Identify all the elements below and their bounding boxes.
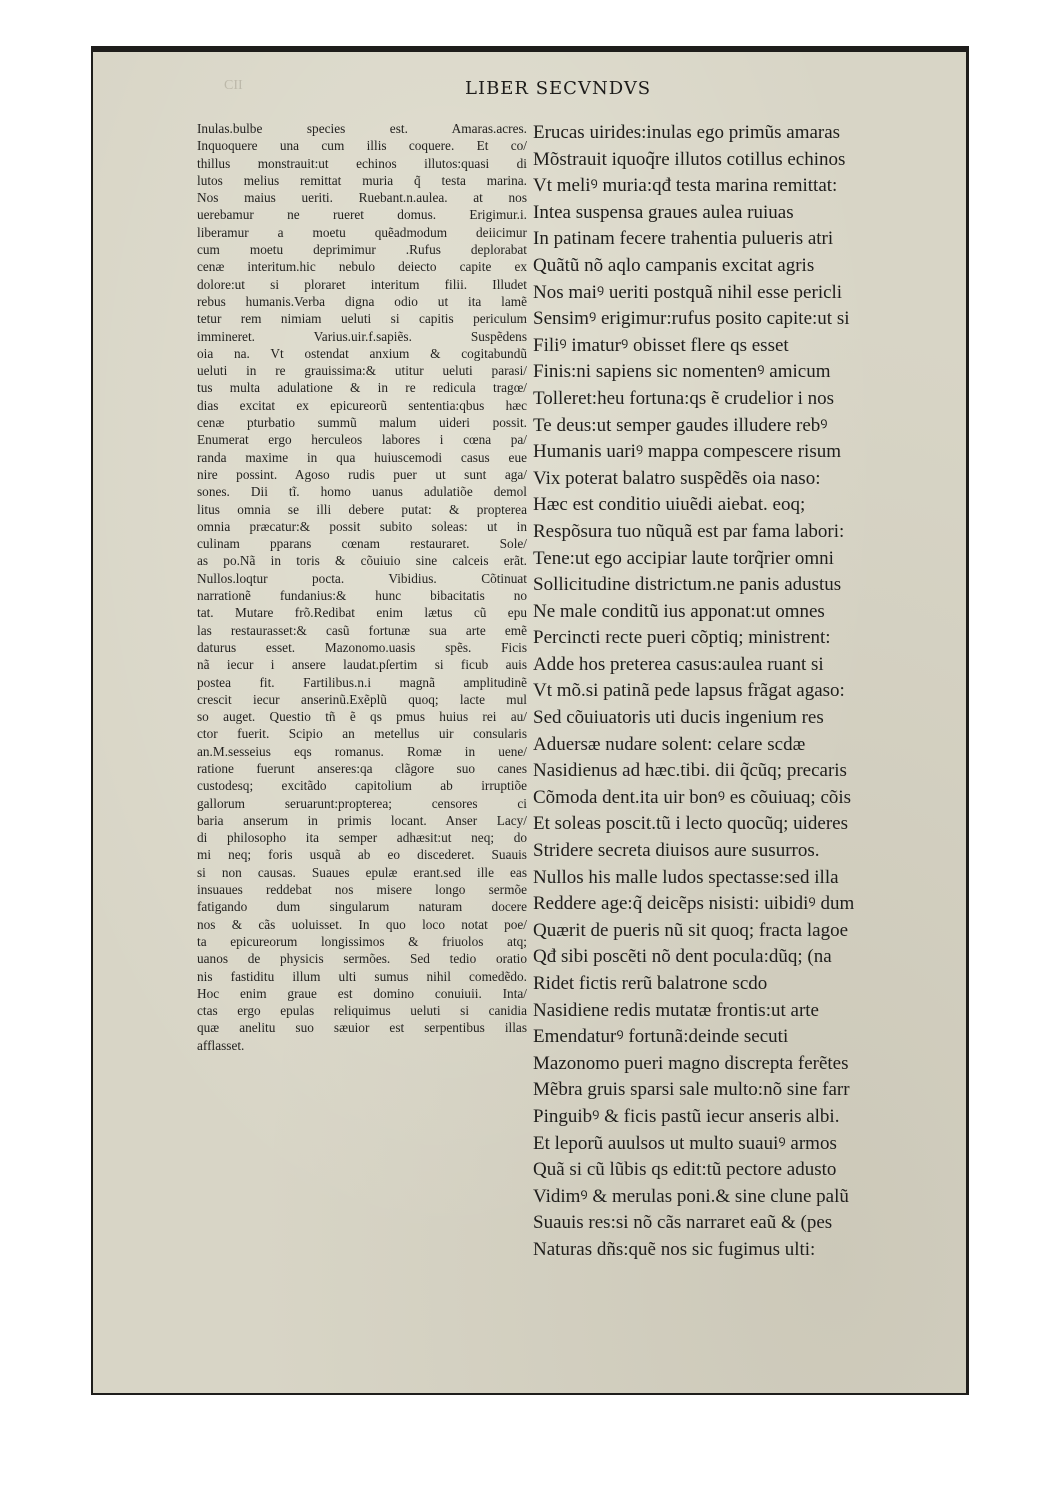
verse-line: Filiꝰ imaturꝰ obisset flere qs esset xyxy=(533,334,789,356)
commentary-line: as po.Nã in toris & cõuiuio sine calceis erãt. xyxy=(197,553,527,569)
verse-line: Mazonomo pueri magno discrepta ferẽtes xyxy=(533,1052,849,1074)
verse-line: Erucas uirides:inulas ego primũs amaras xyxy=(533,122,841,143)
commentary-line: randa maxime in qua huiuscemodi casus eue xyxy=(197,449,527,465)
verse-line: Cõmoda dent.ita uir bonꝰ es cõuiuaq; cõis xyxy=(533,786,852,808)
verse-line: Tene:ut ego accipiar laute torq̃rier omni xyxy=(533,547,834,569)
commentary-line: lutos melius remittat muria q̃ testa marina. xyxy=(197,172,527,188)
verse-line: Pinguibꝰ & ficis pastũ iecur anseris albi. xyxy=(533,1105,840,1127)
commentary-line: tus multa adulatione & in re redicula tragœ/ xyxy=(197,380,527,396)
verse-line: Percincti recte pueri cõptiq; ministrent: xyxy=(533,627,831,649)
commentary-line: postea fit. Fartilibus.n.i magnã amplitudinẽ xyxy=(197,674,527,690)
verse-line: Respõsura tuo nũquã est par fama labori: xyxy=(533,520,845,542)
commentary-column xyxy=(197,120,527,1054)
commentary-line: nire possint. Agoso rudis puer ut sunt aga/ xyxy=(197,466,527,482)
verse-line: Quã si cũ lũbis qs edit:tũ pectore adusto xyxy=(533,1159,837,1181)
commentary-line: nos & cãs uoluisset. In quo loco notat poe/ xyxy=(197,916,527,932)
verse-line: Hæc est conditio uiuẽdi aiebat. eoq; xyxy=(533,494,806,516)
verse-line: Mõstrauit iquoq̃re illutos cotillus echinos xyxy=(533,148,846,170)
commentary-line: insuaues reddebat nos misere longo sermõe xyxy=(197,882,527,898)
verse-line: Nullos his malle ludos spectasse:sed illa xyxy=(533,866,839,888)
commentary-line: sones. Dii tĩ. homo uanus adulatiõe demol xyxy=(197,484,527,500)
commentary-line: oia na. Vt ostendat anxium & cogitabundũ xyxy=(197,345,527,361)
commentary-line: ctas ergo epulas reliquimus ueluti si canidia xyxy=(197,1003,527,1019)
commentary-line: Enumerat ergo herculeos labores i cœna pa/ xyxy=(197,432,527,448)
verse-line: Suauis res:si nõ cãs narraret eaũ & (pes xyxy=(533,1212,833,1234)
faded-folio-mark: CII xyxy=(224,78,243,93)
verse-line: Humanis uariꝰ mappa compescere risum xyxy=(533,441,841,463)
commentary-line: baria anserum in primis locant. Anser Lacy/ xyxy=(197,812,527,828)
verse-line: Ne male conditũ ius apponat:ut omnes xyxy=(533,600,825,622)
verse-line: Vt meliꝰ muria:qđ testa marina remittat: xyxy=(533,175,838,197)
verse-line: Emendaturꝰ fortunã:deinde secuti xyxy=(533,1026,789,1048)
commentary-line: Nullos.loqtur pocta. Vibidius. Cõtinuat xyxy=(197,570,527,586)
verse-line: Naturas dñs:quẽ nos sic fugimus ulti: xyxy=(533,1238,816,1260)
verse-line: Tolleret:heu fortuna:qs ẽ crudelior i nos xyxy=(533,387,834,409)
commentary-line: nã iecur i ansere laudat.pſertim si ficub auis xyxy=(197,657,527,673)
commentary-line: uerebamur ne rueret domus. Erigimur.i. xyxy=(197,207,527,223)
verse-line: Sensimꝰ erigimur:rufus posito capite:ut si xyxy=(533,308,850,330)
commentary-line: immineret. Varius.uir.f.sapiẽs. Suspẽdens xyxy=(197,328,527,344)
commentary-line: mi neq; foris usquã ab eo discederet. Suauis xyxy=(197,847,527,863)
commentary-line: si non causas. Suaues epulæ erant.sed ille eas xyxy=(197,864,527,880)
commentary-line: litus omnia se illi debere putat: & propterea xyxy=(197,501,527,517)
commentary-line: custodesq; excitãdo capitolium ab irruptiõe xyxy=(197,778,527,794)
commentary-line: ratione fuerunt anseres:qa clãgore suo canes xyxy=(197,760,527,776)
commentary-line: dias excitat ex epicureorũ sententia:qbus hæc xyxy=(197,397,527,413)
verse-line: Mẽbra gruis sparsi sale multo:nõ sine farr xyxy=(533,1079,850,1101)
commentary-line: Inulas.bulbe species est. Amaras.acres. xyxy=(197,121,527,136)
commentary-line: rebus humanis.Verba digna odio ut ita lamẽ xyxy=(197,293,527,309)
commentary-line: tetur rem nimiam ueluti si capitis periculum xyxy=(197,311,527,327)
commentary-line: gallorum seruarunt:propterea; censores ci xyxy=(197,795,527,811)
commentary-line: fatigando dum singularum naturam docere xyxy=(197,899,527,915)
verse-line: Nasidiene redis mutatæ frontis:ut arte xyxy=(533,999,819,1021)
commentary-line: uanos de physicis sermões. Sed tedio oratio xyxy=(197,951,527,967)
commentary-line: las restaurasset:& casũ fortunæ sua arte emẽ xyxy=(197,622,527,638)
verse-line: Quærit de pueris nũ sit quoq; fracta lagoe xyxy=(533,919,849,941)
commentary-line: quæ anelitu suo sæuior est serpentibus illas xyxy=(197,1020,527,1036)
verse-line: Te deus:ut semper gaudes illudere rebꝰ xyxy=(533,414,828,436)
commentary-line: an.M.sesseius eqs romanus. Romæ in uene/ xyxy=(197,743,527,759)
commentary-line: crescit iecur anserinũ.Exẽplũ quoq; lacte mul xyxy=(197,691,527,707)
verse-line: Qđ sibi poscẽti nõ dent pocula:dũq; (na xyxy=(533,946,832,968)
commentary-line: culinam pparans cœnam restauraret. Sole/ xyxy=(197,536,527,552)
verse-line: Et leporũ auulsos ut multo suauiꝰ armos xyxy=(533,1132,837,1154)
verse-line: Quãtũ nõ aqlo campanis excitat agris xyxy=(533,254,815,276)
verse-column xyxy=(533,120,913,1264)
commentary-line: omnia præcatur:& possit subito soleas: ut in xyxy=(197,518,527,534)
commentary-line: ueluti in re grauissima:& utitur ueluti parasi/ xyxy=(197,363,527,379)
commentary-line: nis fastiditu illum ulti sumus nihil comedẽdo. xyxy=(197,968,527,984)
commentary-line: ta epicureorum longissimos & friuolos atq; xyxy=(197,933,527,949)
verse-line: In patinam fecere trahentia pulueris atri xyxy=(533,228,834,250)
verse-line: Vt mõ.si patinã pede lapsus frãgat agaso: xyxy=(533,680,845,702)
verse-line: Intea suspensa graues aulea ruiuas xyxy=(533,201,794,223)
commentary-line: afflasset. xyxy=(197,1037,245,1053)
verse-line: Stridere secreta diuisos aure susurros. xyxy=(533,840,820,862)
verse-line: Finis:ni sapiens sic nomentenꝰ amicum xyxy=(533,361,831,383)
verse-line: Et soleas poscit.tũ i lecto quocũq; uideres xyxy=(533,813,849,835)
verse-line: Sollicitudine districtum.ne panis adustus xyxy=(533,574,842,596)
verse-line: Vidimꝰ & merulas poni.& sine clune palũ xyxy=(533,1185,849,1207)
verse-line: Ridet fictis rerũ balatrone scdo xyxy=(533,973,768,994)
commentary-line: thillus monstrauit:ut echinos illutos:quasi di xyxy=(197,155,527,171)
commentary-line: Nos maius ueriti. Ruebant.n.aulea. at nos xyxy=(197,190,527,206)
commentary-line: dolore:ut si ploraret interitum filii. Illudet xyxy=(197,276,527,292)
verse-line: Aduersæ nudare solent: celare scdæ xyxy=(533,733,806,755)
commentary-line: cum moetu deprimimur .Rufus deplorabat xyxy=(197,242,527,258)
verse-line: Vix poterat balatro suspẽdẽs oia naso: xyxy=(533,467,821,489)
commentary-line: tat. Mutare frõ.Redibat enim lætus cũ epu xyxy=(197,605,527,621)
commentary-line: so auget. Questio tñ ẽ qs pmus huius rei au/ xyxy=(197,709,527,725)
verse-line: Nos maiꝰ ueriti postquã nihil esse pericli xyxy=(533,281,843,303)
commentary-line: cenæ pturbatio summũ malum uideri possit. xyxy=(197,415,527,431)
verse-line: Nasidienus ad hæc.tibi. dii q̃cũq; precaris xyxy=(533,760,847,782)
commentary-line: narrationẽ fundanius:& hunc bibacitatis no xyxy=(197,588,527,604)
commentary-line: cenæ interitum.hic nebulo deiecto capite ex xyxy=(197,259,527,275)
running-head: LIBER SECVNDVS xyxy=(465,78,652,99)
verse-line: Adde hos preterea casus:aulea ruant si xyxy=(533,653,824,675)
commentary-line: ctor fuerit. Scipio an metellus uir consularis xyxy=(197,726,527,742)
commentary-line: di philosopho ita semper adhæsit:ut neq; do xyxy=(197,830,527,846)
verse-line: Reddere age:q̃ deicẽps nisisti: uibidiꝰ dum xyxy=(533,893,855,915)
commentary-line: Hoc enim graue est domino conuiuii. Inta/ xyxy=(197,985,527,1001)
commentary-line: Inquoquere una cum illis coquere. Et co/ xyxy=(197,138,527,154)
verse-line: Sed cõuiuatoris uti ducis ingenium res xyxy=(533,707,824,729)
commentary-line: liberamur a moetu quẽadmodum deiicimur xyxy=(197,224,527,240)
commentary-line: daturus esset. Mazonomo.uasis spẽs. Ficis xyxy=(197,639,527,655)
